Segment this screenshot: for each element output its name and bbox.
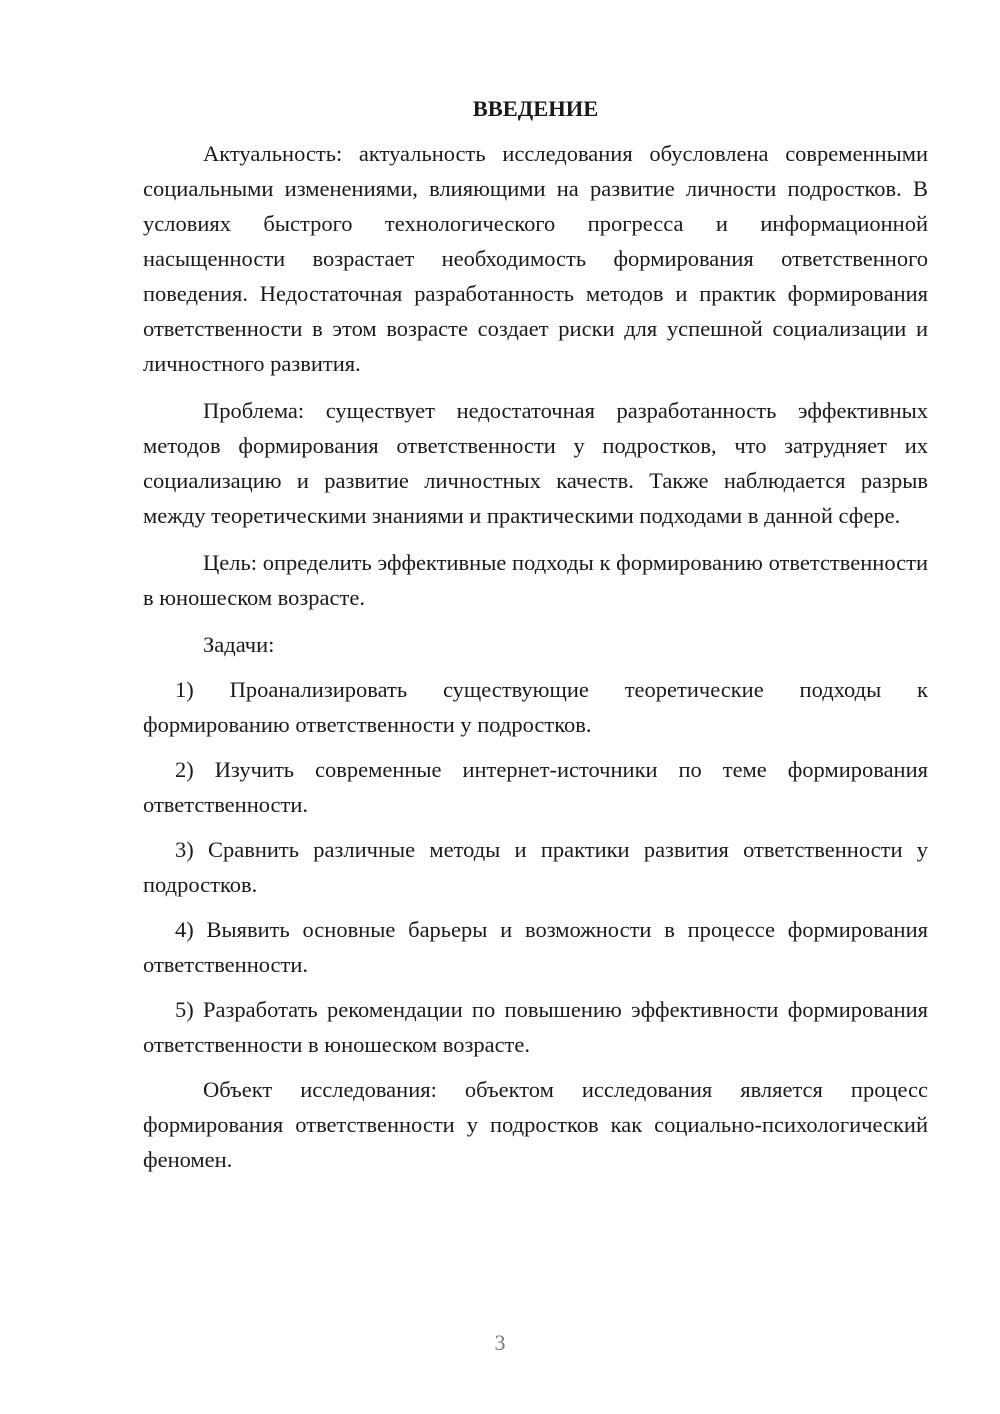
task-item-1: 1) Проанализировать существующие теоретические подходы к формированию ответственности у подростков. <box>143 677 928 737</box>
relevance-paragraph: Актуальность: актуальность исследования обусловлена современными социальными изменениями, влияющими на развитие личности подростков. В условиях быстрого технологического прогресса и информационной насыщенности возрастает необходимость формирования ответственного поведения. Недостаточная разработанность методов и практик формирования ответственности в этом возрасте создает риски для успешной социализации и личностного развития. <box>143 141 928 376</box>
task-item-4: 4) Выявить основные барьеры и возможности в процессе формирования ответственности. <box>143 917 928 977</box>
object-paragraph: Объект исследования: объектом исследования является процесс формирования ответственности у подростков как социально-психологический феномен. <box>143 1077 928 1172</box>
tasks-label: Задачи: <box>203 632 275 657</box>
goal-paragraph: Цель: определить эффективные подходы к формированию ответственности в юношеском возрасте. <box>143 550 928 610</box>
page-number: 3 <box>494 1330 506 1355</box>
page-content <box>143 94 928 1189</box>
task-item-3: 3) Сравнить различные методы и практики развития ответственности у подростков. <box>143 837 928 897</box>
page-heading: ВВЕДЕНИЕ <box>472 96 599 121</box>
problem-paragraph: Проблема: существует недостаточная разработанность эффективных методов формирования ответственности у подростков, что затрудняет их социализацию и развитие личностных качеств. Также наблюдается разрыв между теоретическими знаниями и практическими подходами в данной сфере. <box>143 398 928 528</box>
task-item-2: 2) Изучить современные интернет-источники по теме формирования ответственности. <box>143 757 928 817</box>
task-item-5: 5) Разработать рекомендации по повышению эффективности формирования ответственности в юношеском возрасте. <box>143 997 928 1057</box>
